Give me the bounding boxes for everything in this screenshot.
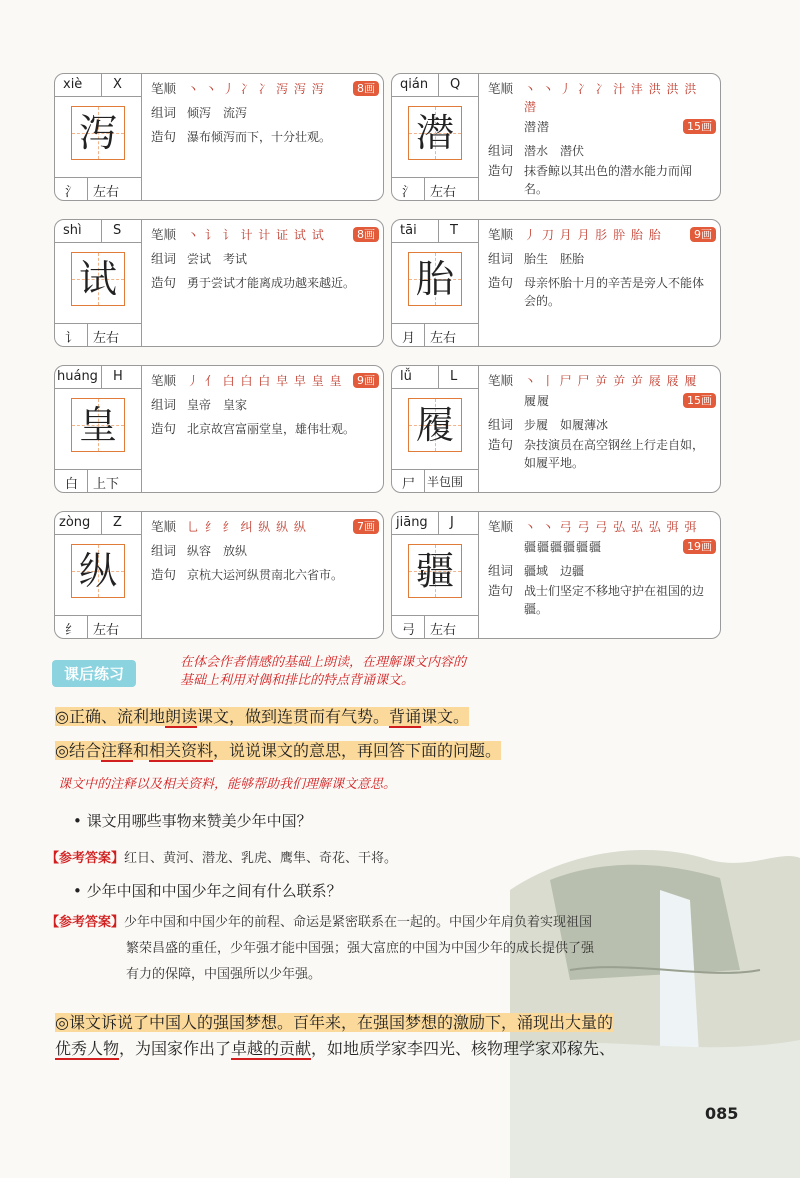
item-2-underline-1: 注释 xyxy=(100,741,133,760)
stroke-count-badge: 8画 xyxy=(353,227,379,242)
page-number: 085 xyxy=(705,1104,739,1123)
item-1-highlight xyxy=(55,707,469,726)
index-letter: L xyxy=(450,369,458,384)
radical-box xyxy=(55,469,141,492)
stroke-order: 乚 纟 纟 纠 纵 纵 纵 xyxy=(187,520,307,534)
index-letter: H xyxy=(113,369,123,384)
stroke-count-badge: 15画 xyxy=(683,119,716,134)
item-1-prefix: ◎正确、流利地 xyxy=(55,707,165,726)
character: 皇 xyxy=(78,403,117,447)
stroke-order: 丶 讠 讠 计 计 证 试 试 xyxy=(187,228,325,242)
radical: 氵 xyxy=(402,185,416,200)
radical-box xyxy=(55,323,141,346)
stroke-order-cont: 疆疆疆疆疆疆 xyxy=(524,540,603,554)
radical-box xyxy=(392,469,478,492)
index-letter: X xyxy=(113,77,122,92)
radical: 尸 xyxy=(402,477,416,492)
radical: 氵 xyxy=(65,185,79,200)
words-label: 组词 xyxy=(488,417,514,432)
waterfall-illustration xyxy=(510,830,800,1178)
sentence: 瀑布倾泻而下，十分壮观。 xyxy=(187,130,332,144)
answer-2-line-1: 少年中国和中国少年的前程、命运是紧密联系在一起的。中国少年肩负着实现祖国 xyxy=(124,915,593,930)
stroke-count-badge: 15画 xyxy=(683,393,716,408)
char-card-xie xyxy=(54,73,384,201)
char-card-shi xyxy=(54,219,384,347)
item-3-underline-1: 优秀人物 xyxy=(55,1039,120,1058)
char-card-details xyxy=(488,80,716,201)
tian-grid xyxy=(71,398,125,452)
words-label: 组词 xyxy=(488,251,514,266)
structure: 左右 xyxy=(430,185,457,200)
item-1-end: 课文。 xyxy=(421,707,470,726)
char-card-tai xyxy=(391,219,721,347)
sentence: 北京故宫富丽堂皇，雄伟壮观。 xyxy=(187,422,356,436)
stroke-order: 丶 丶 丿 冫 冫 汁 沣 洪 洪 洪 潜 xyxy=(524,82,698,114)
words: 皇帝 皇家 xyxy=(187,398,248,412)
char-card-left xyxy=(55,74,142,200)
sentence-label: 造句 xyxy=(151,567,177,582)
stroke-count-badge: 9画 xyxy=(353,373,379,388)
words: 疆域 边疆 xyxy=(524,564,585,578)
stroke-order: 丶 丨 尸 尸 屰 屰 屰 屐 屐 履 xyxy=(524,374,698,388)
strokes-label: 笔顺 xyxy=(488,519,514,534)
tian-grid xyxy=(71,252,125,306)
radical-box xyxy=(392,615,478,638)
exercise-title: 课后练习 xyxy=(52,660,136,687)
sentence-label: 造句 xyxy=(488,163,514,178)
tian-grid xyxy=(408,398,462,452)
pinyin: tāi xyxy=(400,223,417,238)
stroke-order-cont: 潜潜 xyxy=(524,120,551,134)
words: 胎生 胚胎 xyxy=(524,252,585,266)
exercise-item-3 xyxy=(55,1010,745,1062)
sentence: 勇于尝试才能离成功越来越近。 xyxy=(187,276,356,290)
char-card-details xyxy=(151,226,379,298)
character: 试 xyxy=(78,257,117,301)
sentence-label: 造句 xyxy=(488,275,514,290)
item-2-mid: 和 xyxy=(132,741,149,760)
char-card-jiang xyxy=(391,511,721,639)
character: 泻 xyxy=(78,111,117,155)
pinyin: xiè xyxy=(63,77,83,92)
pinyin-box xyxy=(392,220,478,243)
exercise-item-2 xyxy=(55,738,501,764)
pinyin-box xyxy=(392,366,478,389)
radical: 纟 xyxy=(65,623,79,638)
char-card-details xyxy=(488,518,716,624)
strokes-label: 笔顺 xyxy=(151,81,177,96)
index-letter: T xyxy=(450,223,458,238)
sentence: 抹香鲸以其出色的潜水能力而闻名。 xyxy=(524,164,693,196)
pinyin: qián xyxy=(400,77,429,92)
radical-box xyxy=(55,615,141,638)
words: 倾泻 流泻 xyxy=(187,106,248,120)
strokes-label: 笔顺 xyxy=(151,373,177,388)
sentence-label: 造句 xyxy=(151,275,177,290)
words-label: 组词 xyxy=(488,143,514,158)
handwritten-note-2: 课文中的注释以及相关资料，能够帮助我们理解课文意思。 xyxy=(58,777,397,792)
strokes-label: 笔顺 xyxy=(488,81,514,96)
char-card-left xyxy=(55,220,142,346)
structure: 左右 xyxy=(430,331,457,346)
sentence: 战士们坚定不移地守护在祖国的边疆。 xyxy=(524,584,705,616)
pinyin-box xyxy=(55,220,141,243)
pinyin-box xyxy=(55,366,141,389)
words-label: 组词 xyxy=(151,543,177,558)
item-3-mid: ，为国家作出了 xyxy=(119,1039,232,1058)
char-card-details xyxy=(488,372,716,478)
item-2-highlight xyxy=(55,741,501,760)
stroke-order: 丶 丶 弓 弓 弓 弘 弘 弘 弭 弭 xyxy=(524,520,698,534)
character: 潜 xyxy=(415,111,454,155)
pinyin: jiāng xyxy=(396,515,428,530)
char-card-left xyxy=(55,366,142,492)
char-card-details xyxy=(151,80,379,152)
pinyin-box xyxy=(392,512,478,535)
tian-grid xyxy=(408,544,462,598)
stroke-order-cont: 履履 xyxy=(524,394,551,408)
item-2-prefix: ◎结合 xyxy=(55,741,101,760)
item-3-end: ，如地质学家李四光、核物理学家邓稼先、 xyxy=(311,1039,616,1058)
strokes-label: 笔顺 xyxy=(151,227,177,242)
sentence: 京杭大运河纵贯南北六省市。 xyxy=(187,568,344,582)
stroke-order: 丿 刀 月 月 肜 肸 胎 胎 xyxy=(524,228,662,242)
pinyin-box xyxy=(55,74,141,97)
structure: 上下 xyxy=(93,477,120,492)
pinyin: shì xyxy=(63,223,82,238)
tian-grid xyxy=(71,544,125,598)
char-card-qian xyxy=(391,73,721,201)
strokes-label: 笔顺 xyxy=(488,227,514,242)
item-3-line-1: ◎课文诉说了中国人的强国梦想。百年来，在强国梦想的激励下，涌现出大量的 xyxy=(55,1013,613,1032)
radical: 白 xyxy=(65,477,79,492)
char-card-left xyxy=(392,366,479,492)
structure: 左右 xyxy=(93,331,120,346)
words-label: 组词 xyxy=(151,105,177,120)
pinyin-box xyxy=(55,512,141,535)
answer-1 xyxy=(46,846,397,872)
structure: 半包围 xyxy=(427,475,464,489)
index-letter: Z xyxy=(113,515,122,530)
pinyin: zòng xyxy=(59,515,91,530)
item-1-underline-1: 朗读 xyxy=(164,707,197,726)
strokes-label: 笔顺 xyxy=(488,373,514,388)
tian-grid xyxy=(408,106,462,160)
words-label: 组词 xyxy=(151,397,177,412)
note-line-2: 基础上利用对偶和排比的特点背诵课文。 xyxy=(180,673,415,688)
item-1-mid: 课文，做到连贯而有气势。 xyxy=(196,707,389,726)
radical: 讠 xyxy=(65,331,79,346)
structure: 左右 xyxy=(93,185,120,200)
char-card-zong xyxy=(54,511,384,639)
stroke-count-badge: 9画 xyxy=(690,227,716,242)
char-card-left xyxy=(392,74,479,200)
char-card-left xyxy=(55,512,142,638)
character: 疆 xyxy=(415,549,454,593)
answer-2-line-2: 繁荣昌盛的重任，少年强才能中国强；强大富庶的中国为中国少年的成长提供了强 xyxy=(126,941,595,956)
words: 纵容 放纵 xyxy=(187,544,248,558)
char-card-details xyxy=(151,372,379,444)
pinyin: huáng xyxy=(57,369,98,384)
stroke-count-badge: 7画 xyxy=(353,519,379,534)
item-2-end: ，说说课文的意思，再回答下面的问题。 xyxy=(213,741,502,760)
sentence-label: 造句 xyxy=(488,583,514,598)
sentence: 母亲怀胎十月的辛苦是旁人不能体会的。 xyxy=(524,276,705,308)
character: 履 xyxy=(415,403,454,447)
question-1: • 课文用哪些事物来赞美少年中国？ xyxy=(73,812,312,830)
radical-box xyxy=(392,177,478,200)
index-letter: J xyxy=(450,515,454,530)
answer-1-text: 红日、黄河、潜龙、乳虎、鹰隼、奇花、干将。 xyxy=(124,851,398,866)
exercise-item-1 xyxy=(55,704,469,730)
words: 步履 如履薄冰 xyxy=(524,418,609,432)
index-letter: Q xyxy=(450,77,461,92)
radical: 月 xyxy=(402,331,416,346)
pinyin-box xyxy=(392,74,478,97)
char-card-left xyxy=(392,512,479,638)
stroke-count-badge: 8画 xyxy=(353,81,379,96)
tian-grid xyxy=(71,106,125,160)
index-letter: S xyxy=(113,223,122,238)
answer-tag: 【参考答案】 xyxy=(46,851,125,866)
note-line-1: 在体会作者情感的基础上朗读，在理解课文内容的 xyxy=(180,655,467,670)
character: 纵 xyxy=(78,549,117,593)
sentence-label: 造句 xyxy=(151,421,177,436)
item-1-underline-2: 背诵 xyxy=(389,707,422,726)
stroke-order: 丶 丶 丿 冫 冫 泻 泻 泻 xyxy=(187,82,325,96)
words: 尝试 考试 xyxy=(187,252,248,266)
pinyin: lǚ xyxy=(400,369,412,384)
answer-tag: 【参考答案】 xyxy=(46,915,125,930)
sentence: 杂技演员在高空钢丝上行走自如，如履平地。 xyxy=(524,438,705,470)
item-2-underline-2: 相关资料 xyxy=(149,741,214,760)
answer-2 xyxy=(46,910,746,988)
handwritten-note-1 xyxy=(180,654,466,690)
char-card-huang xyxy=(54,365,384,493)
radical: 弓 xyxy=(402,623,416,638)
words-label: 组词 xyxy=(151,251,177,266)
tian-grid xyxy=(408,252,462,306)
answer-2-line-3: 有力的保障，中国强所以少年强。 xyxy=(126,967,322,982)
char-card-details xyxy=(151,518,379,590)
stroke-count-badge: 19画 xyxy=(683,539,716,554)
character: 胎 xyxy=(415,257,454,301)
char-card-lv xyxy=(391,365,721,493)
sentence-label: 造句 xyxy=(488,437,514,452)
words: 潜水 潜伏 xyxy=(524,144,585,158)
radical-box xyxy=(55,177,141,200)
item-3-underline-2: 卓越的贡献 xyxy=(231,1039,312,1058)
stroke-order: 丿 亻 白 白 白 皁 皁 皇 皇 xyxy=(187,374,343,388)
sentence-label: 造句 xyxy=(151,129,177,144)
structure: 左右 xyxy=(430,623,457,638)
strokes-label: 笔顺 xyxy=(151,519,177,534)
structure: 左右 xyxy=(93,623,120,638)
char-card-details xyxy=(488,226,716,316)
question-2: • 少年中国和中国少年之间有什么联系？ xyxy=(73,882,342,900)
radical-box xyxy=(392,323,478,346)
words-label: 组词 xyxy=(488,563,514,578)
char-card-left xyxy=(392,220,479,346)
